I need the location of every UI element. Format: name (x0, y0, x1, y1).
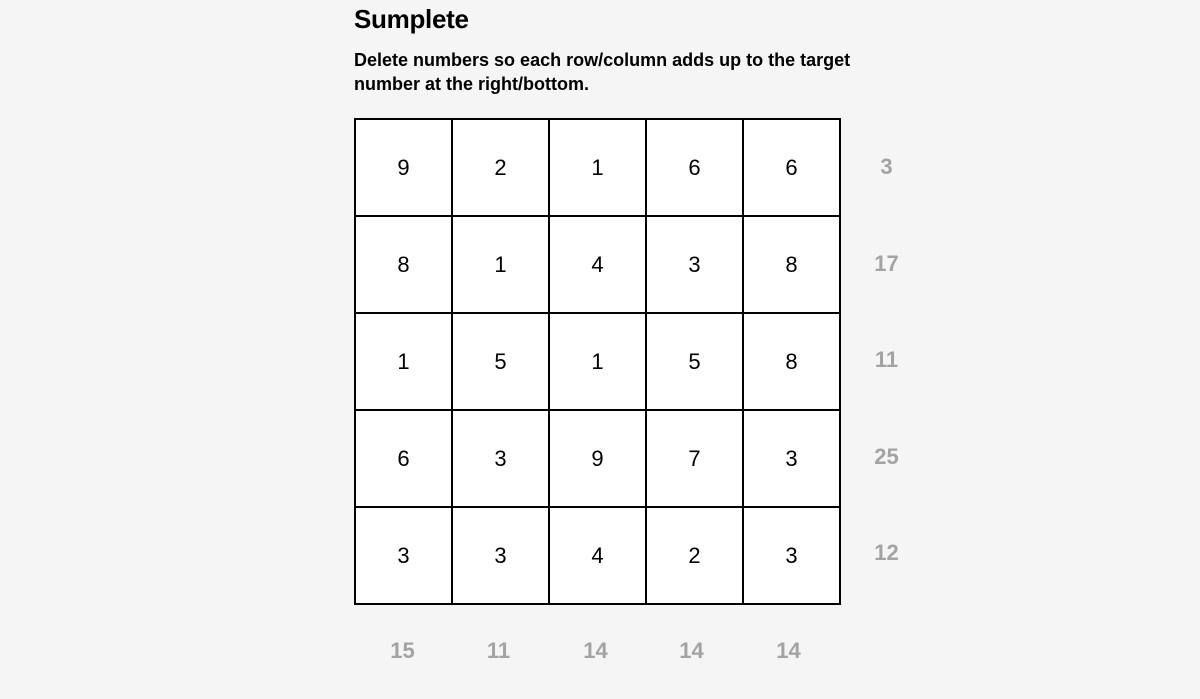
row-target-4: 25 (874, 443, 899, 469)
grid-cell-r5-c3[interactable]: 4 (550, 508, 647, 605)
grid-cell-r4-c3[interactable]: 9 (550, 411, 647, 508)
instructions-text: Delete numbers so each row/column adds up to the target number at the right/bottom. (354, 50, 851, 94)
grid-cell-r3-c5[interactable]: 8 (744, 314, 841, 411)
row-target-1: 3 (880, 153, 893, 179)
grid-cell-r2-c1[interactable]: 8 (356, 217, 453, 314)
column-target-2: 11 (486, 638, 511, 663)
row-target-2: 17 (874, 250, 899, 276)
row-target-3: 11 (874, 346, 899, 372)
grid-cell-r4-c2[interactable]: 3 (453, 411, 550, 508)
column-target-3: 14 (583, 638, 608, 663)
row-target-5: 12 (874, 539, 899, 565)
grid-cell-r1-c4[interactable]: 6 (647, 120, 744, 217)
column-target-4: 14 (679, 638, 704, 663)
grid-cell-r2-c2[interactable]: 1 (453, 217, 550, 314)
grid-cell-r1-c3[interactable]: 1 (550, 120, 647, 217)
grid-cell-r3-c4[interactable]: 5 (647, 314, 744, 411)
grid-cell-r1-c2[interactable]: 2 (453, 120, 550, 217)
grid-cell-r4-c4[interactable]: 7 (647, 411, 744, 508)
grid-cell-r4-c1[interactable]: 6 (356, 411, 453, 508)
grid-cell-r3-c3[interactable]: 1 (550, 314, 647, 411)
grid-cell-r5-c2[interactable]: 3 (453, 508, 550, 605)
grid-cell-r3-c2[interactable]: 5 (453, 314, 550, 411)
grid-cell-r1-c5[interactable]: 6 (744, 120, 841, 217)
grid-cell-r3-c1[interactable]: 1 (356, 314, 453, 411)
column-target-1: 15 (390, 638, 415, 663)
grid-cell-r2-c4[interactable]: 3 (647, 217, 744, 314)
grid-cell-r5-c1[interactable]: 3 (356, 508, 453, 605)
page-title: Sumplete (354, 4, 469, 34)
grid-cell-r2-c3[interactable]: 4 (550, 217, 647, 314)
grid-cell-r5-c5[interactable]: 3 (744, 508, 841, 605)
grid-cell-r2-c5[interactable]: 8 (744, 217, 841, 314)
grid-cell-r5-c4[interactable]: 2 (647, 508, 744, 605)
grid-cell-r1-c1[interactable]: 9 (356, 120, 453, 217)
column-target-5: 14 (776, 638, 801, 663)
grid-cell-r4-c5[interactable]: 3 (744, 411, 841, 508)
puzzle-grid (354, 118, 841, 605)
